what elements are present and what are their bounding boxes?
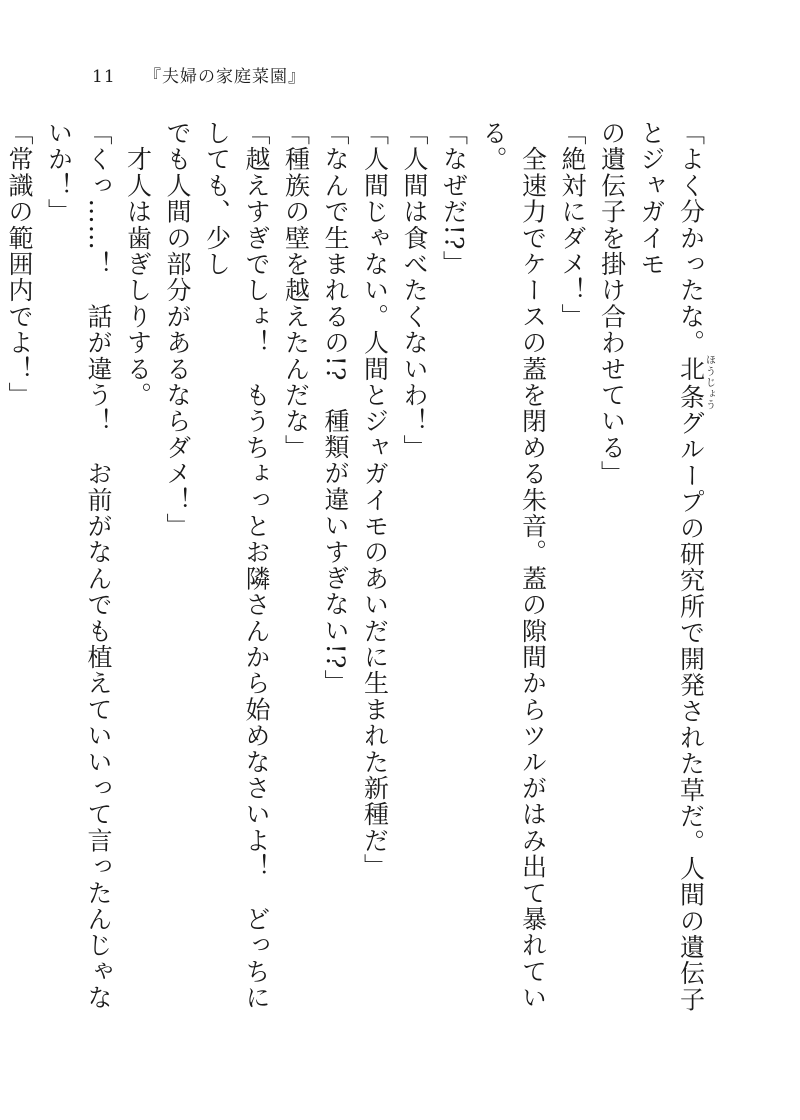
text-line-1-end: グループの研究所で開発された草だ。人間の遺伝子とジャガイモ — [637, 120, 706, 1013]
ruby-base: 北条 — [676, 354, 706, 411]
text-line-4: 全速力でケースの蓋を閉める朱音。蓋の隙間からツルがはみ出て暴れている。 — [479, 120, 548, 1011]
text-line-1-start: 「よく分かったな。 — [676, 120, 706, 356]
text-line-5: 「なぜだ!?」 — [439, 120, 469, 277]
page-number: 11 — [92, 67, 116, 87]
text-line-9: 「種族の壁を越えたんだな」 — [281, 120, 311, 461]
ruby-reading: ほうじょう — [703, 354, 715, 411]
book-title: 『夫婦の家庭菜園』 — [144, 67, 307, 87]
text-line-3: 「絶対にダメ！」 — [558, 120, 587, 330]
text-line-14: 「常識の範囲内でよ！」 — [5, 120, 34, 409]
text-line-10: 「越えすぎでしょ！ もうちょっとお隣さんから始めなさいよ！ どっちにしても、少し — [202, 120, 271, 1011]
text-line-8: 「なんで生まれるの!? 種類が違いすぎない!?」 — [321, 120, 350, 696]
text-line-1 — [632, 120, 715, 1020]
vertical-body-text — [0, 120, 714, 1020]
text-line-7: 「人間じゃない。人間とジャガイモのあいだに生まれた新種だ」 — [360, 120, 390, 880]
text-line-13: 「くっ……！ 話が違う！ お前がなんでも植えていいって言ったんじゃないか！」 — [44, 120, 113, 1011]
text-line-11: でも人間の部分があるならダメ！」 — [163, 120, 192, 540]
text-line-12: 才人は歯ぎしりする。 — [123, 120, 153, 409]
text-line-6: 「人間は食べたくないわ！」 — [400, 120, 429, 461]
running-header — [92, 62, 306, 87]
text-line-2: の遺伝子を掛け合わせている」 — [597, 120, 627, 487]
ruby-hojo — [676, 354, 715, 411]
